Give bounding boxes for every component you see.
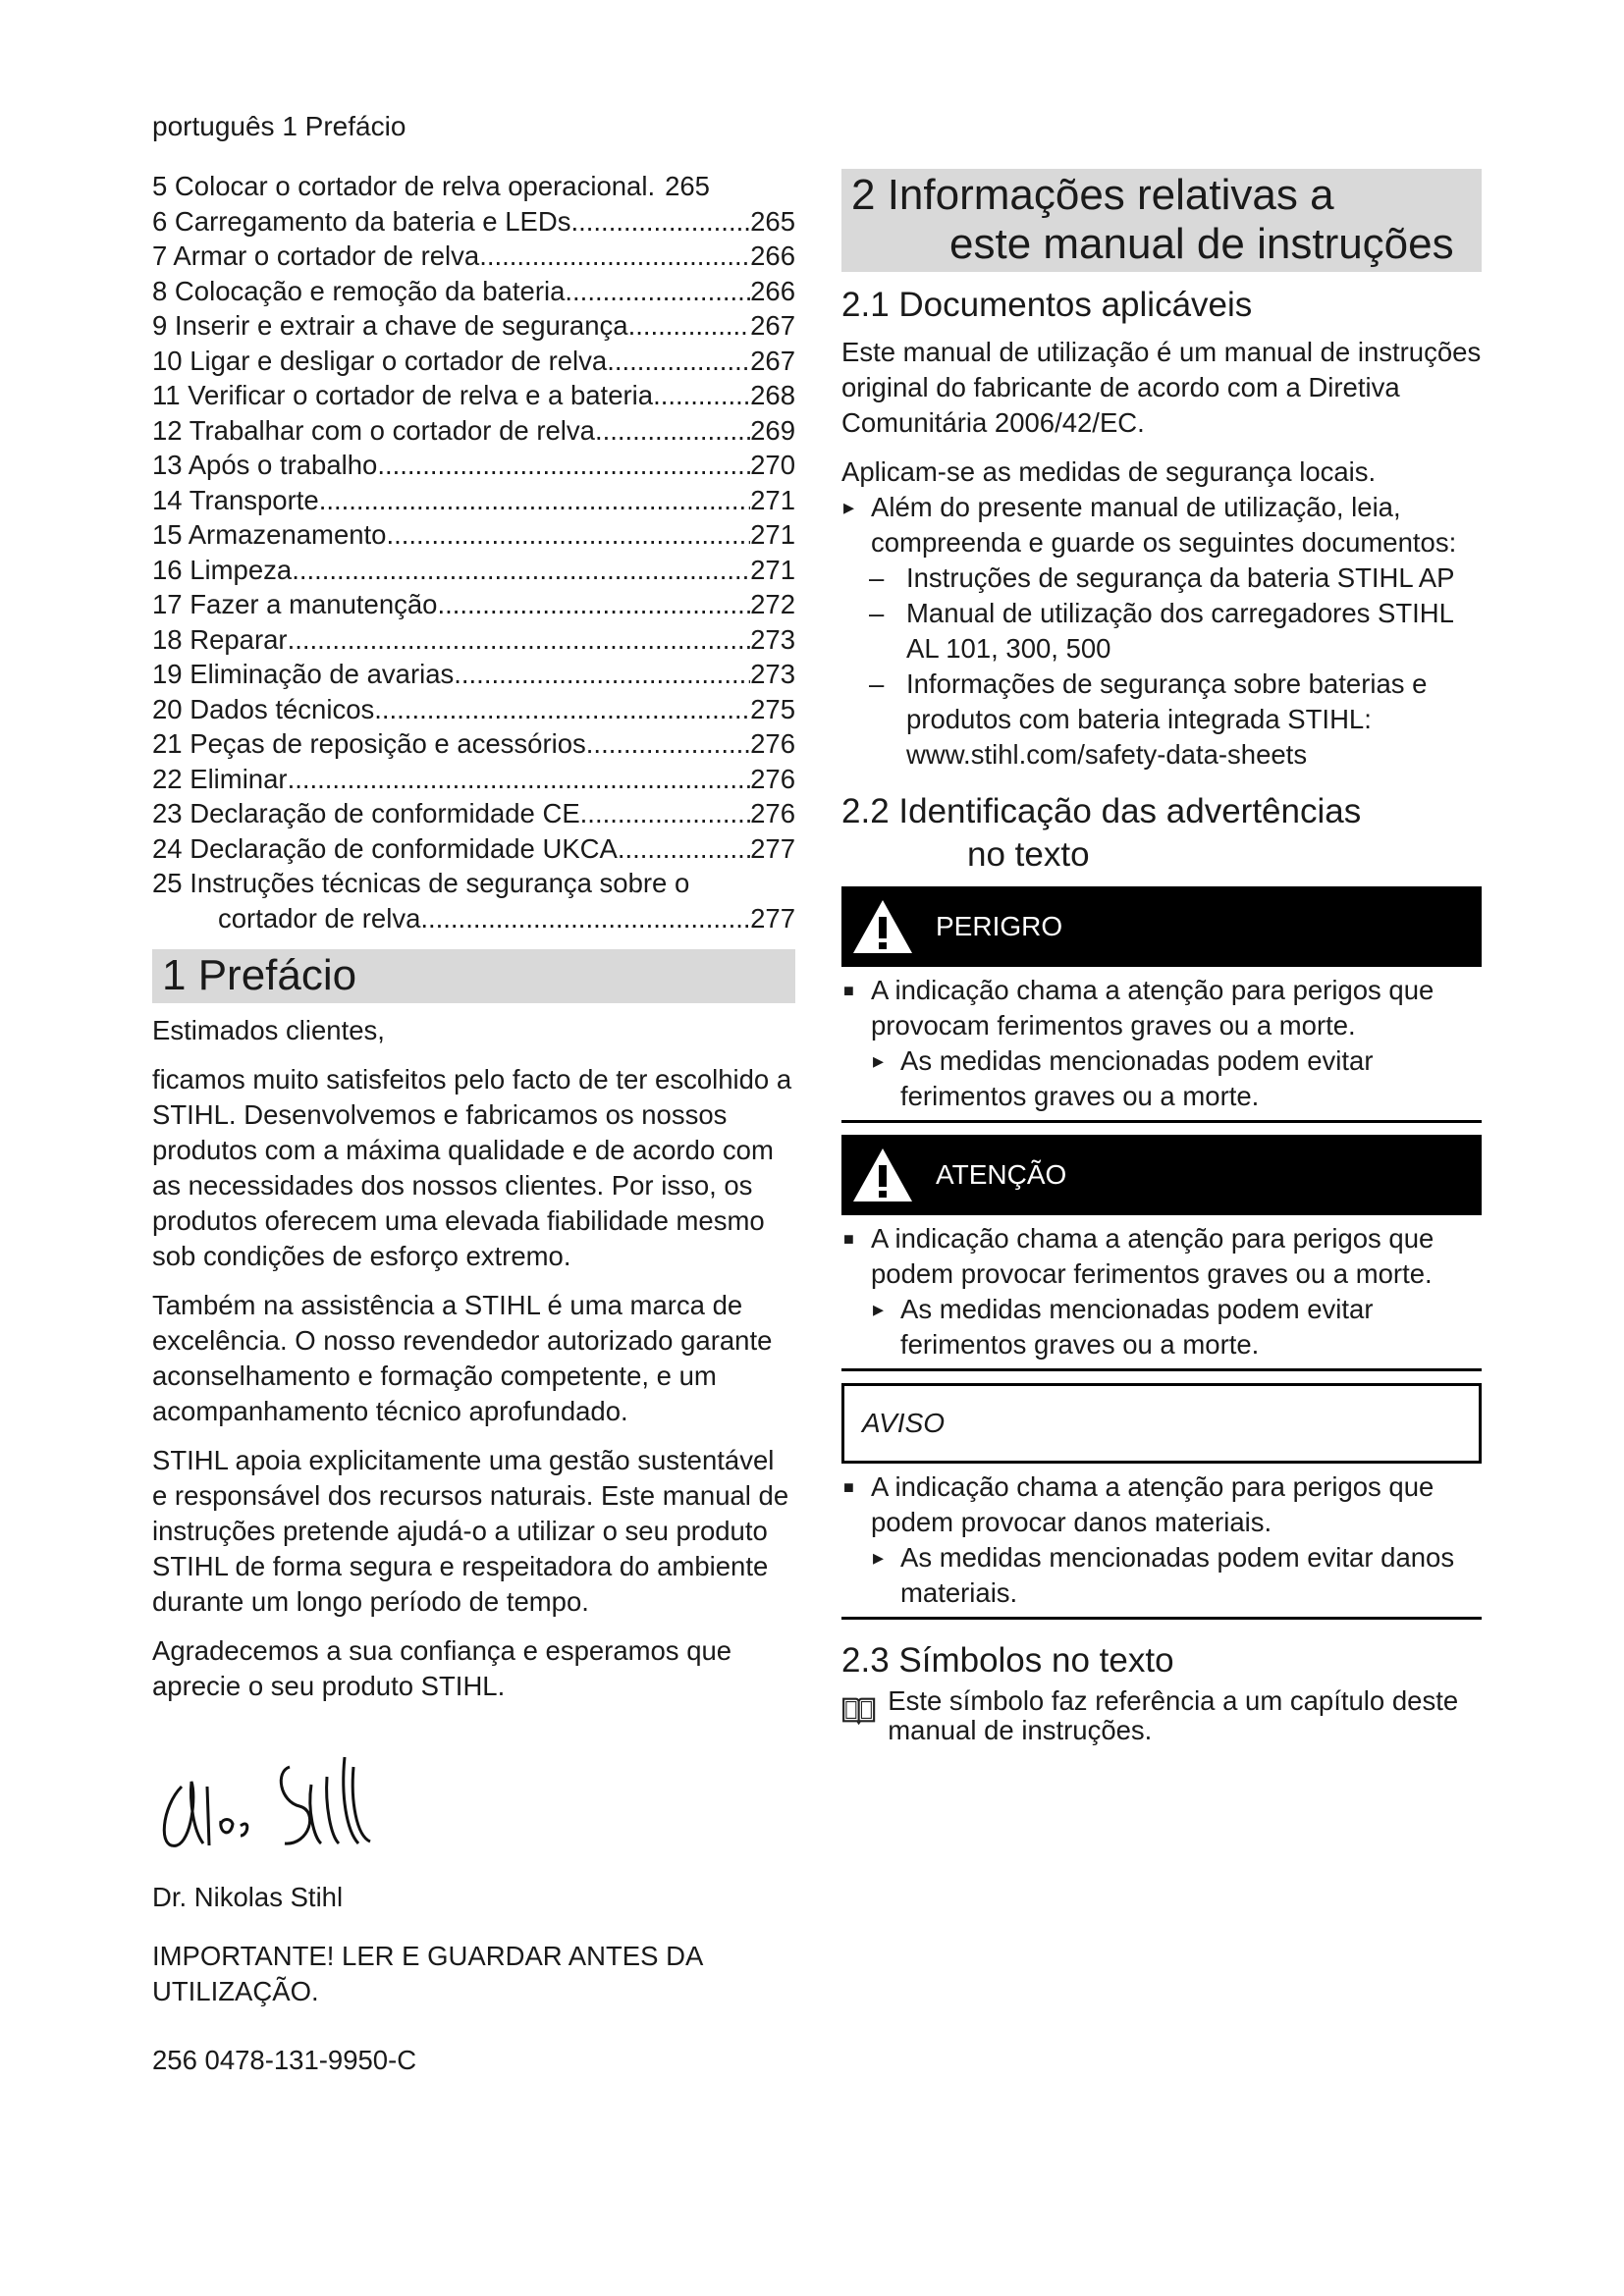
section-2-heading-line1: 2 Informações relativas a xyxy=(851,171,1334,219)
toc-entry-last[interactable] xyxy=(152,866,795,935)
toc-entry-title: 20 Dados técnicos xyxy=(152,693,375,724)
toc-leader-dots xyxy=(377,448,750,483)
toc-entry-title: 15 Armazenamento xyxy=(152,519,387,550)
toc-entry-title-cont: cortador de relva xyxy=(218,902,421,934)
toc-entry-title: 14 Transporte xyxy=(152,484,319,515)
symbol-description: Este símbolo faz referência a um capítulo deste manual de instruções. xyxy=(888,1685,1459,1745)
danger-list xyxy=(841,973,1482,1114)
toc-entry[interactable] xyxy=(152,239,795,274)
toc-entry-title: 18 Reparar xyxy=(152,623,288,655)
signature-name: Dr. Nikolas Stihl xyxy=(152,1882,344,1912)
toc-entry-title: 24 Declaração de conformidade UKCA xyxy=(152,832,618,864)
notice-label: AVISO xyxy=(862,1408,946,1438)
section-2-heading-line2: este manual de instruções xyxy=(949,220,1454,268)
notice-list xyxy=(841,1469,1482,1611)
section-2-2-heading xyxy=(841,790,1482,877)
danger-banner xyxy=(841,886,1482,967)
toc-leader-dots xyxy=(288,762,751,797)
toc-entry[interactable] xyxy=(152,657,795,692)
toc-entry[interactable] xyxy=(152,483,795,518)
toc-entry[interactable] xyxy=(152,587,795,622)
toc-entry-page: 277 xyxy=(750,902,795,934)
warning-banner xyxy=(841,1135,1482,1215)
toc-entry-page: 276 xyxy=(750,798,795,828)
document-item: – Instruções de segurança da bateria STIHL AP xyxy=(841,561,1482,596)
toc-entry-title: 21 Peças de reposição e acessórios xyxy=(152,728,586,759)
toc-entry[interactable] xyxy=(152,831,795,867)
toc-entry[interactable] xyxy=(152,726,795,762)
warning-triangle-icon xyxy=(851,1146,914,1204)
toc-entry-page: 266 xyxy=(750,240,795,271)
toc-entry-page: 275 xyxy=(750,693,795,724)
section-2-2-heading-line2: no texto xyxy=(967,835,1090,874)
toc-entry-page: 269 xyxy=(750,414,795,446)
toc-entry-page: 277 xyxy=(750,832,795,864)
toc-entry-page: 273 xyxy=(750,623,795,655)
toc-leader-dots xyxy=(628,308,751,344)
preface-paragraph-4: Agradecemos a sua confiança e esperamos que aprecie o seu produto STIHL. xyxy=(152,1635,732,1701)
toc-entry-title: 17 Fazer a manutenção xyxy=(152,589,438,619)
toc-entry-page: 276 xyxy=(750,728,795,759)
toc-leader-dots xyxy=(319,483,750,518)
s21-paragraph-1: Este manual de utilização é um manual de instruções original do fabricante de acordo com a Diretiva Comunitária 2006/42/EC. xyxy=(841,337,1482,438)
preface-paragraph-3: STIHL apoia explicitamente uma gestão sustentável e responsável dos recursos naturais. Este manual de instruções pretende ajudá-o a utilizar o seu produto STIHL de forma segura e respeitadora do ambiente durante um longo período de tempo. xyxy=(152,1445,789,1617)
section-1-heading: 1 Prefácio xyxy=(152,949,795,1003)
warning-measure: ▸ As medidas mencionadas podem evitar ferimentos graves ou a morte. xyxy=(871,1292,1482,1362)
toc-entry-title: 22 Eliminar xyxy=(152,763,288,794)
toc-leader-dots xyxy=(586,726,750,762)
s21-bullet: ▸ Além do presente manual de utilização, leia, compreenda e guarde os seguintes documentos: xyxy=(841,490,1482,561)
preface-paragraph-1: ficamos muito satisfeitos pelo facto de ter escolhido a STIHL. Desenvolvemos e fabricamos os nossos produtos com a máxima qualidade e de acordo com as necessidades dos nossos clientes. Por isso, os produtos oferecem uma elevada fiabilidade mesmo sob condições de esforço extremo. xyxy=(152,1064,792,1271)
toc-entry-page: 271 xyxy=(750,519,795,550)
warning-label: ATENÇÃO xyxy=(936,1159,1067,1190)
document-number: 256 0478-131-9950-C xyxy=(152,2045,417,2075)
toc-leader-dots xyxy=(437,587,750,622)
notice-measure: ▸ As medidas mencionadas podem evitar danos materiais. xyxy=(871,1540,1482,1611)
s21-paragraph-2: Aplicam-se as medidas de segurança locais. xyxy=(841,456,1377,487)
right-column xyxy=(841,169,1482,1745)
toc-entry[interactable] xyxy=(152,796,795,831)
toc-leader-dots xyxy=(595,413,750,449)
toc-leader-dots xyxy=(374,692,750,727)
symbol-row xyxy=(841,1686,1482,1745)
toc-entry-page: 265 xyxy=(665,171,710,201)
warning-text: ■ A indicação chama a atenção para perigos que podem provocar ferimentos graves ou a morte. xyxy=(841,1221,1482,1292)
table-of-contents xyxy=(152,169,795,866)
warning-triangle-icon xyxy=(851,897,914,956)
toc-leader-dots xyxy=(454,657,750,692)
toc-leader-dots xyxy=(479,239,750,274)
toc-entry-title: 19 Eliminação de avarias xyxy=(152,659,455,689)
toc-entry[interactable] xyxy=(152,517,795,553)
notice-text: ■ A indicação chama a atenção para perigos que podem provocar danos materiais. xyxy=(841,1469,1482,1540)
toc-entry-title: 9 Inserir e extrair a chave de segurança xyxy=(152,310,628,341)
toc-leader-dots xyxy=(607,344,750,379)
signature xyxy=(152,1728,388,1865)
toc-entry[interactable] xyxy=(152,308,795,344)
toc-entry[interactable] xyxy=(152,274,795,309)
toc-entry-title: 7 Armar o cortador de relva xyxy=(152,240,480,271)
toc-entry-page: 271 xyxy=(750,484,795,515)
toc-entry-page: 270 xyxy=(750,450,795,480)
toc-entry-page: 271 xyxy=(750,554,795,585)
toc-entry-title: 12 Trabalhar com o cortador de relva xyxy=(152,414,595,446)
document-item: – Manual de utilização dos carregadores STIHL AL 101, 300, 500 xyxy=(841,596,1482,667)
danger-measure: ▸ As medidas mencionadas podem evitar ferimentos graves ou a morte. xyxy=(871,1043,1482,1114)
toc-entry[interactable] xyxy=(152,622,795,658)
warning-list xyxy=(841,1221,1482,1362)
toc-entry[interactable] xyxy=(152,378,795,413)
toc-leader-dots xyxy=(386,517,750,553)
book-icon xyxy=(841,1688,876,1732)
toc-entry-title: 23 Declaração de conformidade CE xyxy=(152,798,580,828)
notice-banner xyxy=(841,1383,1482,1464)
section-2-heading xyxy=(841,169,1482,272)
toc-entry[interactable] xyxy=(152,762,795,797)
document-item: – Informações de segurança sobre baterias e produtos com bateria integrada STIHL: www.stihl.com/safety-data-sheets xyxy=(841,667,1482,773)
toc-leader-dots xyxy=(580,796,750,831)
toc-leader-dots xyxy=(292,553,750,588)
toc-leader-dots xyxy=(618,831,750,867)
toc-entry-page: 266 xyxy=(750,275,795,306)
danger-label: PERIGRO xyxy=(936,911,1063,941)
toc-entry-page: 272 xyxy=(750,589,795,619)
toc-leader-dots xyxy=(653,378,750,413)
toc-entry-page: 268 xyxy=(750,380,795,410)
toc-entry-page: 267 xyxy=(750,310,795,341)
toc-entry-title: 6 Carregamento da bateria e LEDs xyxy=(152,205,571,237)
preface-paragraph-2: Também na assistência a STIHL é uma marca de excelência. O nosso revendedor autorizado garante aconselhamento e formação competente, e um acompanhamento técnico aprofundado. xyxy=(152,1290,773,1426)
section-2-2-heading-line1: 2.2 Identificação das advertências xyxy=(841,792,1362,830)
section-2-1-heading: 2.1 Documentos aplicáveis xyxy=(841,286,1253,324)
toc-entry[interactable] xyxy=(152,344,795,379)
toc-entry-page: 267 xyxy=(750,345,795,376)
toc-entry-title: 16 Limpeza xyxy=(152,554,293,585)
applicable-documents-list xyxy=(841,561,1482,773)
toc-leader-dots xyxy=(420,901,750,936)
toc-entry-title: 25 Instruções técnicas de segurança sobre o xyxy=(152,868,690,898)
s21-list xyxy=(841,490,1482,561)
greeting: Estimados clientes, xyxy=(152,1015,385,1045)
toc-entry-page: 276 xyxy=(750,763,795,794)
left-column xyxy=(152,169,795,2078)
toc-entry-title: 11 Verificar o cortador de relva e a bateria xyxy=(152,380,654,410)
toc-entry[interactable] xyxy=(152,413,795,449)
important-notice: IMPORTANTE! LER E GUARDAR ANTES DA UTILIZAÇÃO. xyxy=(152,1941,702,2006)
toc-entry-title: 5 Colocar o cortador de relva operacional. xyxy=(152,171,656,201)
toc-leader-dots xyxy=(288,622,751,658)
toc-leader-dots xyxy=(571,204,751,240)
section-2-3-heading: 2.3 Símbolos no texto xyxy=(841,1641,1174,1680)
toc-entry-page: 273 xyxy=(750,659,795,689)
toc-entry[interactable] xyxy=(152,169,795,204)
toc-leader-dots xyxy=(565,274,750,309)
toc-entry-title: 10 Ligar e desligar o cortador de relva xyxy=(152,345,608,376)
page-header: português 1 Prefácio xyxy=(152,111,406,141)
toc-entry[interactable] xyxy=(152,553,795,588)
toc-entry-title: 8 Colocação e remoção da bateria xyxy=(152,275,566,306)
toc-entry[interactable] xyxy=(152,692,795,727)
danger-text: ■ A indicação chama a atenção para perigos que provocam ferimentos graves ou a morte. xyxy=(841,973,1482,1043)
toc-entry[interactable] xyxy=(152,204,795,240)
toc-entry[interactable] xyxy=(152,448,795,483)
toc-entry-title: 13 Após o trabalho xyxy=(152,450,378,480)
toc-entry-page: 265 xyxy=(750,205,795,237)
